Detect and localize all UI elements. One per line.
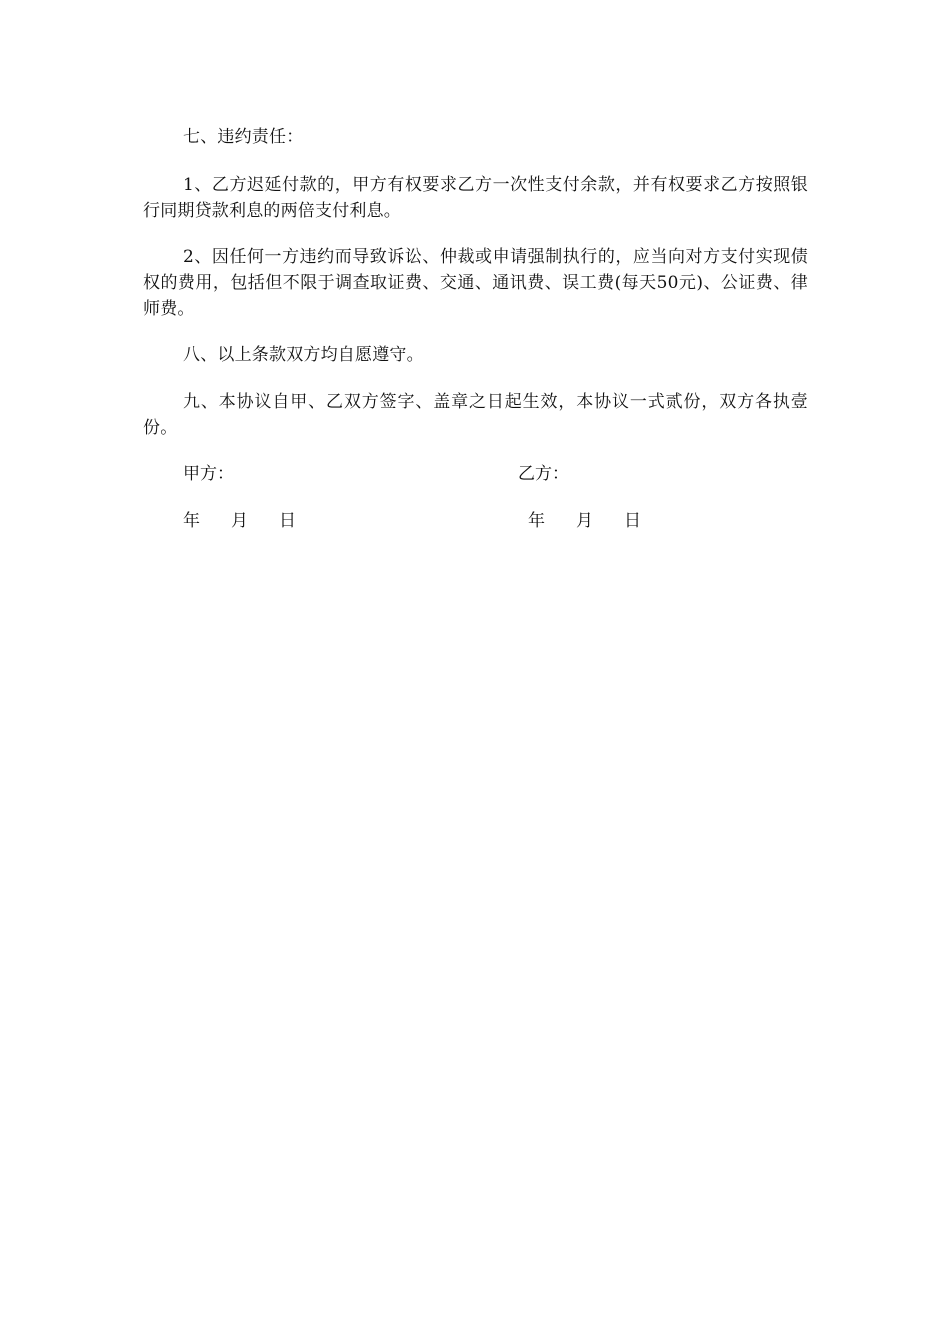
date-day: 日 [624,511,641,531]
section-9: 九、本协议自甲、乙双方签字、盖章之日起生效，本协议一式贰份，双方各执壹份。 [143,392,808,438]
party-b-label: 乙方： [518,464,569,484]
clause-7-2: 2、因任何一方违约而导致诉讼、仲裁或申请强制执行的，应当向对方支付实现债权的费用，包括但不限于调查取证费、交通、通讯费、误工费(每天50元)、公证费、律师费。 [143,247,808,319]
section-8: 八、以上条款双方均自愿遵守。 [183,345,424,365]
date-year: 年 [183,511,200,531]
clause-7-1: 1、乙方迟延付款的，甲方有权要求乙方一次性支付余款，并有权要求乙方按照银行同期贷款利息的两倍支付利息。 [143,175,808,221]
party-a-label: 甲方： [183,464,234,484]
section-7-heading: 七、违约责任： [183,127,304,147]
date-month: 月 [576,511,593,531]
date-month: 月 [231,511,248,531]
party-b-date [528,508,672,534]
party-a-date [183,508,327,534]
date-day: 日 [279,511,296,531]
date-year: 年 [528,511,545,531]
